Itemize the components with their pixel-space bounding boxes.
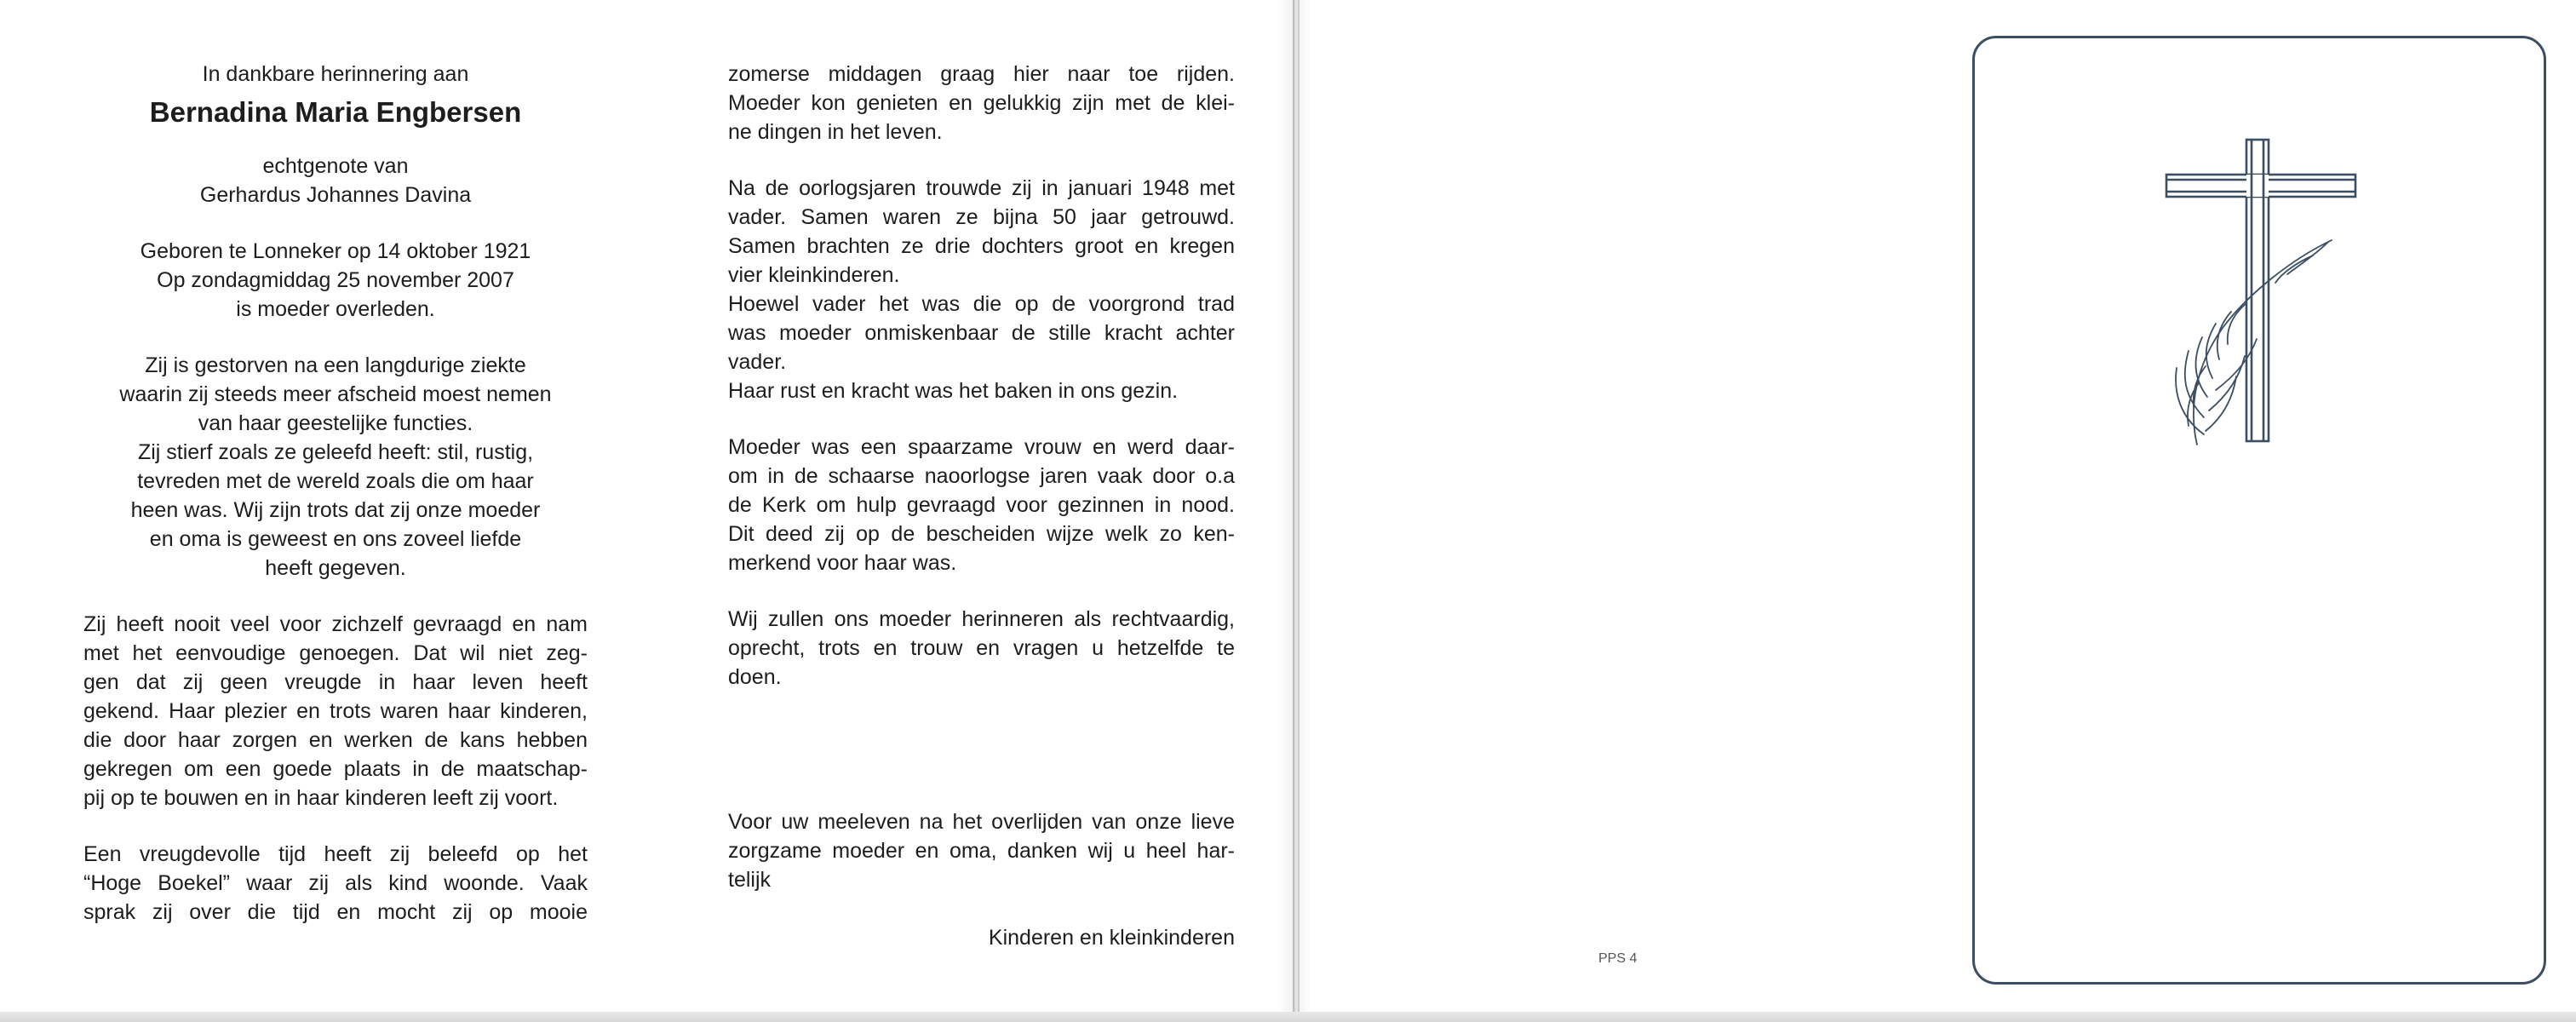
paper-edge <box>0 1012 2576 1022</box>
text-line: Zij stierf zoals ze geleefd heeft: stil, rustig, <box>137 440 534 464</box>
text-line: die door haar zorgen en werken de kans hebben <box>83 728 588 752</box>
spouse-label: echtgenote van <box>262 154 409 178</box>
text-line: vier kleinkinderen. <box>728 263 900 287</box>
text-line: Moeder kon genieten en gelukkig zijn met de klei- <box>728 91 1235 115</box>
paragraph-hoge-boekel <box>83 840 588 927</box>
text-line: waarin zij steeds meer afscheid moest nemen <box>119 382 552 406</box>
text-line: Moeder was een spaarzame vrouw en werd daar- <box>728 435 1235 459</box>
text-line: zorgzame moeder en oma, danken wij u heel har- <box>728 839 1235 863</box>
text-column-right <box>728 60 1235 952</box>
spouse-name: Gerhardus Johannes Davina <box>199 183 472 207</box>
deceased-name: Bernadina Maria Engbersen <box>149 96 522 128</box>
text-line: gekend. Haar plezier en trots waren haar kinderen, <box>83 699 588 723</box>
paragraph-modesty <box>83 610 588 812</box>
text-line: merkend voor haar was. <box>728 551 957 575</box>
paragraph-thanks <box>728 807 1235 894</box>
text-line: Samen brachten ze drie dochters groot en kregen <box>728 234 1235 258</box>
text-line: vader. Samen waren ze bijna 50 jaar getrouwd. <box>728 205 1235 229</box>
text-line: sprak zij over die tijd en mocht zij op mooie <box>83 900 588 924</box>
text-line: om in de schaarse naoorlogse jaren vaak door o.a <box>728 464 1235 488</box>
text-line: van haar geestelijke functies. <box>198 411 473 435</box>
text-line: Haar rust en kracht was het baken in ons gezin. <box>728 379 1179 403</box>
text-line: de Kerk om hulp gevraagd voor gezinnen in nood. <box>728 493 1235 517</box>
paragraph-remembrance <box>728 605 1235 692</box>
text-line: Hoewel vader het was die op de voorgrond trad <box>728 292 1235 316</box>
text-line: en oma is geweest en ons zoveel liefde <box>149 527 522 551</box>
text-line: Voor uw meeleven na het overlijden van onze lieve <box>728 810 1235 834</box>
text-line: gekregen om een goede plaats in de maatschap- <box>83 757 588 781</box>
paragraph-illness <box>83 351 588 583</box>
intro-text: In dankbare herinnering aan <box>202 62 469 86</box>
text-line: met het eenvoudige genoegen. Dat wil niet zeg- <box>83 641 588 665</box>
text-line: doen. <box>728 665 782 689</box>
text-line: telijk <box>728 868 772 892</box>
printer-code: PPS 4 <box>1598 951 1638 966</box>
birth-line: Geboren te Lonneker op 14 oktober 1921 <box>140 239 531 263</box>
text-line: zomerse middagen graag hier naar toe rijden. <box>728 62 1235 86</box>
paragraph-summer <box>728 60 1235 146</box>
text-line: ne dingen in het leven. <box>728 120 943 144</box>
paragraph-thrift <box>728 433 1235 577</box>
text-column-left <box>83 60 588 927</box>
text-line: vader. <box>728 350 787 374</box>
text-line: gen dat zij geen vreugde in haar leven heeft <box>83 670 588 694</box>
death-text-line: is moeder overleden. <box>236 297 435 321</box>
text-line: Wij zullen ons moeder herinneren als rechtvaardig, <box>728 607 1235 631</box>
text-line: Na de oorlogsjaren trouwde zij in januari 1948 met <box>728 176 1235 200</box>
signature: Kinderen en kleinkinderen <box>988 926 1235 950</box>
text-line: tevreden met de wereld zoals die om haar <box>137 469 534 493</box>
death-date-line: Op zondagmiddag 25 november 2007 <box>157 268 514 292</box>
paragraph-marriage <box>728 174 1235 405</box>
text-line: Dit deed zij op de bescheiden wijze welk zo ken- <box>728 522 1235 546</box>
text-line: heen was. Wij zijn trots dat zij onze moeder <box>130 498 541 522</box>
text-line: Zij is gestorven na een langdurige ziekte <box>145 353 526 377</box>
text-line: oprecht, trots en trouw en vragen u hetzelfde te <box>728 636 1235 660</box>
card-fold <box>1277 0 1311 1022</box>
text-line: was moeder onmiskenbaar de stille kracht achter <box>728 321 1235 345</box>
cross-with-wheat-icon <box>2154 136 2376 460</box>
text-line: “Hoge Boekel” waar zij als kind woonde. Vaak <box>83 871 588 895</box>
text-line: Een vreugdevolle tijd heeft zij beleefd op het <box>83 842 588 866</box>
text-line: Zij heeft nooit veel voor zichzelf gevraagd en nam <box>83 612 588 636</box>
text-line: pij op te bouwen en in haar kinderen leeft zij voort. <box>83 786 559 810</box>
text-line: heeft gegeven. <box>265 556 406 580</box>
